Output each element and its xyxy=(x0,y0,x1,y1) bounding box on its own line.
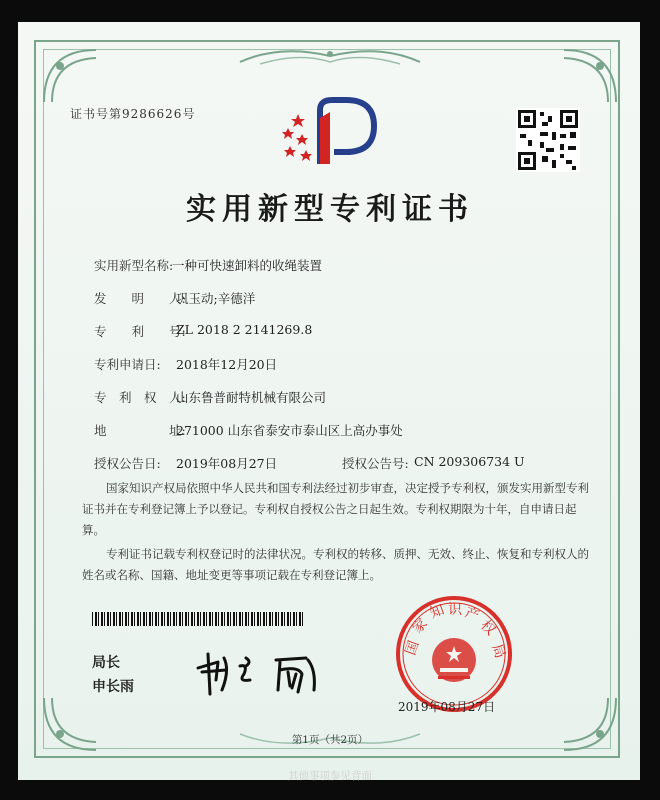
field-value-patent-number: ZL 2018 2 2141269.8 xyxy=(176,322,313,337)
field-label-patentee: 专 利 权 人: xyxy=(94,390,186,405)
field-value-address: 271000 山东省泰安市泰山区上高办事处 xyxy=(176,423,403,438)
bottom-note: 其他事项参见背面 xyxy=(288,770,372,782)
certificate-number: 证书号第9286626号 xyxy=(70,107,196,121)
barcode-image xyxy=(92,612,304,626)
field-label-patent-number: 专 利 号: xyxy=(94,324,186,339)
page-indicator: 第1页（共2页） xyxy=(291,734,369,746)
field-value-grant-date: 2019年08月27日 xyxy=(176,456,278,471)
seal-date: 2019年08月27日 xyxy=(398,700,496,714)
field-label-name: 实用新型名称: xyxy=(94,258,174,273)
field-label-announcement-number: 授权公告号: xyxy=(342,456,409,471)
handwritten-signature xyxy=(188,640,338,700)
field-value-announcement-number: CN 209306734 U xyxy=(414,454,525,469)
patent-office-logo xyxy=(276,92,384,170)
field-value-filing-date: 2018年12月20日 xyxy=(176,357,278,372)
top-ornament xyxy=(230,42,430,72)
corner-ornament-top-left xyxy=(40,46,100,106)
svg-text:局: 局 xyxy=(488,641,509,661)
legal-paragraph-2: 专利证书记载专利权登记时的法律状况。专利权的转移、质押、无效、终止、恢复和专利权人的姓名或名称、国籍、地址变更等事项记载在专利登记簿上。 xyxy=(82,547,589,582)
field-label-filing-date: 专利申请日: xyxy=(94,357,161,372)
svg-text:国: 国 xyxy=(402,638,423,658)
signature-subtitle: 申长雨 xyxy=(92,679,134,695)
svg-text:知: 知 xyxy=(427,601,447,622)
field-label-address: 地 址: xyxy=(94,423,186,438)
field-value-inventor: 巩玉动;辛德洋 xyxy=(176,291,256,306)
svg-text:识: 识 xyxy=(448,602,462,618)
svg-text:产: 产 xyxy=(462,604,482,625)
svg-text:家: 家 xyxy=(409,615,431,637)
field-value-patentee: 山东鲁普耐特机械有限公司 xyxy=(176,390,327,405)
field-label-grant-date: 授权公告日: xyxy=(94,456,161,471)
corner-ornament-top-right xyxy=(560,46,620,106)
signature-title: 局长 xyxy=(92,655,120,671)
legal-paragraph-1: 国家知识产权局依照中华人民共和国专利法经过初步审查，决定授予专利权，颁发实用新型专利证书并在专利登记簿上予以登记。专利权自授权公告之日起生效。专利权期限为十年，自申请日起算。 xyxy=(82,481,589,537)
qr-code-image xyxy=(516,108,580,172)
svg-text:权: 权 xyxy=(477,617,499,639)
field-value-name: 一种可快速卸料的收绳装置 xyxy=(172,258,323,273)
certificate-title: 实用新型专利证书 xyxy=(186,192,474,227)
field-label-inventor: 发 明 人: xyxy=(94,291,186,306)
